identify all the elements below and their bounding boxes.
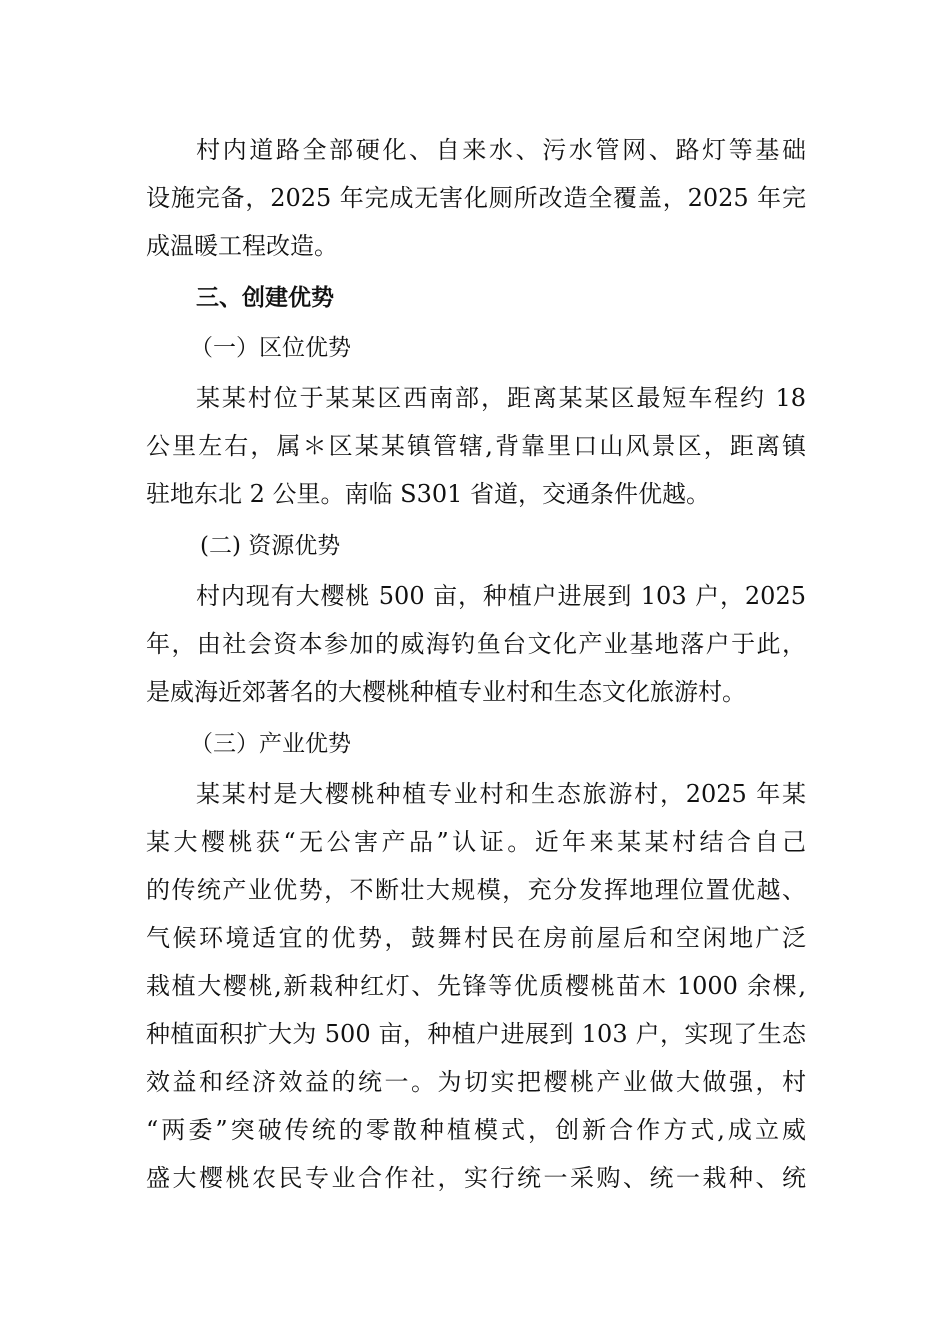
text-line: 种植面积扩大为 500 亩，种植户进展到 103 户，实现了生态: [146, 1020, 806, 1048]
section-title: 三、创建优势: [196, 285, 334, 311]
subsection-title: （三）产业优势: [190, 731, 351, 757]
text-line: 某大樱桃获“无公害产品”认证。近年来某某村结合自己: [146, 828, 806, 856]
text-line: 公里左右，属＊区某某镇管辖,背靠里口山风景区，距离镇: [146, 432, 806, 460]
text-line: 的传统产业优势，不断壮大规模，充分发挥地理位置优越、: [146, 876, 806, 904]
paragraph-resources: [146, 572, 806, 716]
paragraph-infrastructure: [146, 126, 806, 270]
text-line: 气候环境适宜的优势，鼓舞村民在房前屋后和空闲地广泛: [146, 924, 806, 952]
text-line: 某某村是大樱桃种植专业村和生态旅游村，2025 年某: [196, 780, 806, 808]
text-line: 某某村位于某某区西南部，距离某某区最短车程约 18: [196, 384, 806, 412]
text-line: 是威海近郊著名的大樱桃种植专业村和生态文化旅游村。: [146, 678, 746, 706]
subsection-title: （一）区位优势: [190, 335, 351, 361]
paragraph-industry: [146, 770, 806, 1202]
subsection-heading-industry: [146, 720, 806, 768]
text-line: “两委”突破传统的零散种植模式，创新合作方式,成立威: [146, 1116, 806, 1144]
subsection-heading-location: [146, 324, 806, 372]
text-line: 设施完备，2025 年完成无害化厕所改造全覆盖，2025 年完: [146, 184, 806, 212]
text-line: 效益和经济效益的统一。为切实把樱桃产业做大做强，村: [146, 1068, 806, 1096]
section-heading: [146, 274, 806, 322]
paragraph-location: [146, 374, 806, 518]
subsection-heading-resources: [146, 522, 806, 570]
text-line: 村内道路全部硬化、自来水、污水管网、路灯等基础: [196, 136, 806, 164]
text-line: 年，由社会资本参加的威海钓鱼台文化产业基地落户于此，: [146, 630, 806, 658]
text-line: 盛大樱桃农民专业合作社，实行统一采购、统一栽种、统: [146, 1164, 806, 1192]
text-line: 成温暖工程改造。: [146, 232, 338, 260]
text-line: 驻地东北 2 公里。南临 S301 省道，交通条件优越。: [146, 480, 711, 508]
text-line: 栽植大樱桃,新栽种红灯、先锋等优质樱桃苗木 1000 余棵,: [146, 972, 806, 1000]
text-line: 村内现有大樱桃 500 亩，种植户进展到 103 户，2025: [196, 582, 806, 610]
subsection-title: (二) 资源优势: [200, 533, 341, 559]
